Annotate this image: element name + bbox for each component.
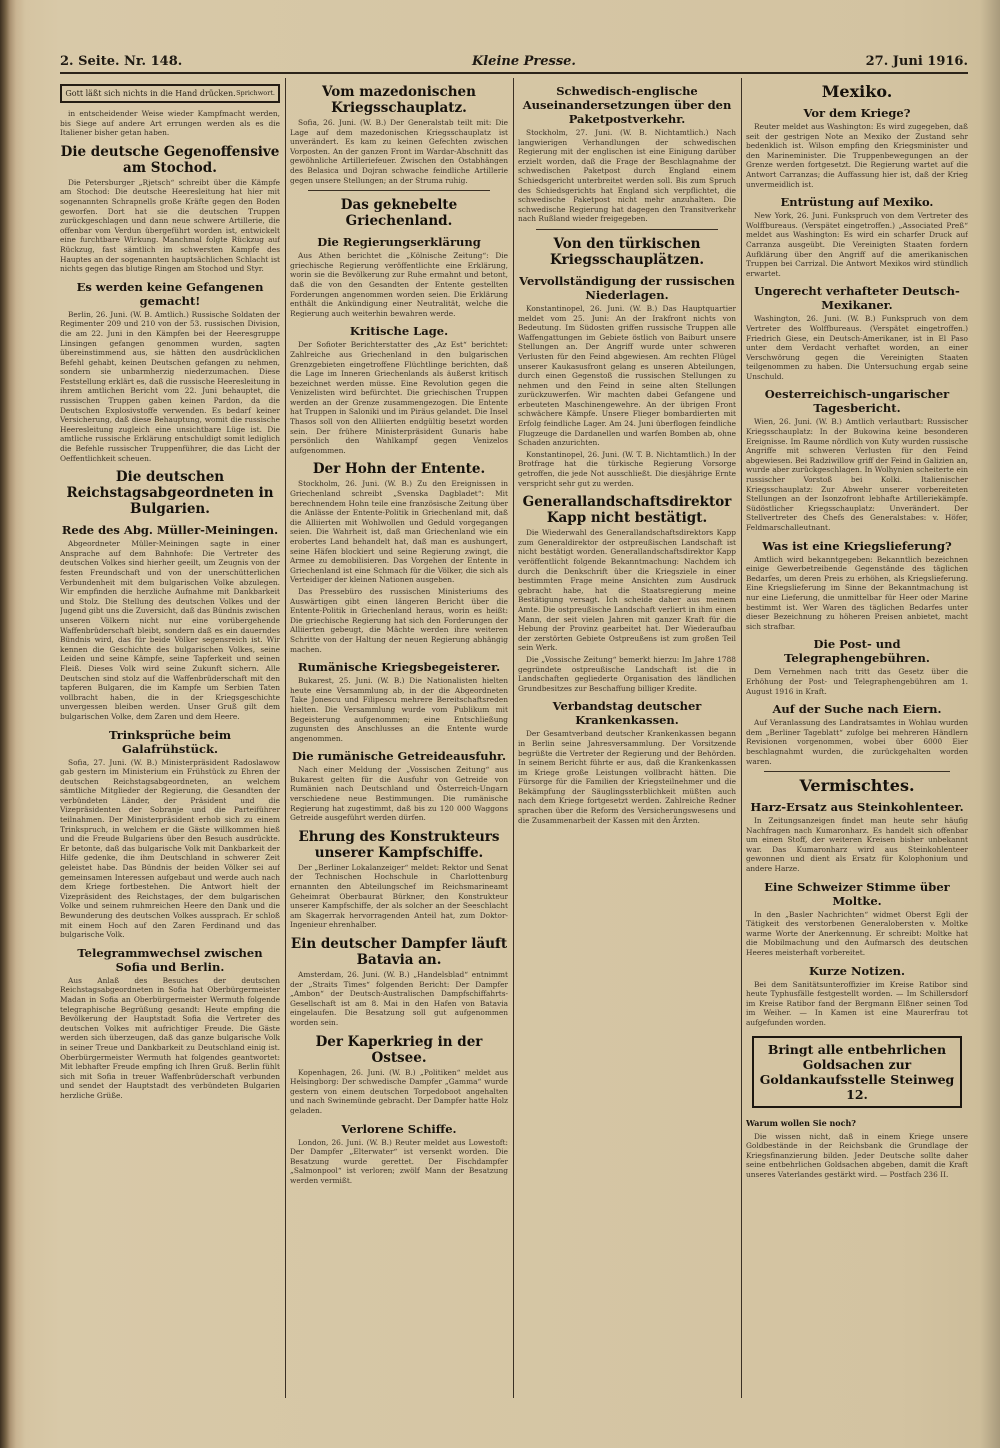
motto-box [60, 84, 280, 103]
article-deutsch-mexikaner: Washington, 26. Juni. (W. B.) Funkspruch von dem Vertreter des Wolffbureaus. (Verspätet eingetroffen.) Friedrich Giese, ein Deutsch-Amerikaner, ist in El Paso unter dem Verdacht verhaftet worden, an einer Verschwörung gegen die Vereinigten Staaten teilgenommen zu haben. Die Untersuchung ergab seine Unschuld. [746, 314, 968, 381]
article-kapp: Die Wiederwahl des Generallandschaftsdirektors Kapp zum Generaldirektor der ostpreußischen Landschaft ist nicht bestätigt worden. Generallandschaftsdirektor Kapp veröffentlicht folgende Bekanntmachung: Nachdem ich durch die Denkschrift über die Kriegsziele in einer bestimmten Frage meine Ansichten zum Ausdruck gebracht habe, hat die Staatsregierung meine Bestätigung versagt. Ich scheide daher aus meinem Amte. Die ostpreußische Landschaft verliert in ihm einen Mann, der seit vielen Jahren mit ganzer Kraft für die Hebung der Provinz gearbeitet hat. Der Wiederaufbau der zerstörten Gebiete Ostpreußens ist zum großen Teil sein Werk. Die „Vossische Zeitung“ bemerkt hierzu: Im Jahre 1788 gegründete ostpreußische Landschaft ist die in Landschaften gegliederte Organisation des ländlichen Grundbesitzes zur Beschaffung billiger Kredite. [518, 528, 736, 693]
subhead-deutsch-mexikaner: Ungerecht verhafteter Deutsch-Mexikaner. [754, 284, 960, 313]
article-getreideausfuhr: Nach einer Meldung der „Vossischen Zeitung“ aus Bukarest gelten für die Ausfuhr von Getreide von Rumänien nach Deutschland und Österreich-Ungarn verschiedene neue Bestimmungen. Die rumänische Regierung hat zugestimmt, daß bis zu 120 000 Waggons Getreide ausgeführt werden dürfen. [290, 765, 508, 823]
headline-postgebuehren: Die Post- und Telegraphengebühren. [784, 637, 930, 666]
article-eier: Auf Veranlassung des Landratsamtes in Wohlau wurden dem „Berliner Tageblatt“ zufolge bei mehreren Händlern Revisionen vorgenommen, wobei über 6000 Eier beschlagnahmt wurden, die zurückgehalten worden waren. [746, 718, 968, 766]
article-entruestung: New York, 26. Juni. Funkspruch von dem Vertreter des Wolffbureaus. (Verspätet eingetroffen.) „Associated Preß“ meldet aus Washington: Es wird ein scharfer Druck auf Carranza ausgeübt. Die Vereinigten Staaten fordern Aufklärung über den Angriff auf die amerikanischen Truppen bei Carrizal. Die Antwort Mexikos wird stündlich erwartet. [746, 211, 968, 278]
headline-ehrung: Ehrung des Konstrukteurs unserer Kampfschiffe. [298, 828, 500, 861]
headline-reichstagsabgeordneten: Die deutschen Reichstagsabgeordneten in Bulgarien. [66, 469, 274, 518]
article-krankenkassen: Der Gesamtverband deutscher Krankenkassen begann in Berlin seine Jahresversammlung. Der Vorsitzende begrüßte die Vertreter der Regierung und der Behörden. In seinem Bericht führte er aus, daß die Krankenkassen im Kriege große Leistungen vollbracht hätten. Die Fürsorge für die Familien der Kriegsteilnehmer und die Bekämpfung der Säuglingssterblichkeit müßten auch nach dem Kriege fortgesetzt werden. Zahlreiche Redner sprachen über die Reform des Versicherungswesens und die Zusammenarbeit der Kassen mit den Ärzten. [518, 729, 736, 825]
headline-mazedonien: Vom mazedonischen Kriegsschauplatz. [322, 84, 476, 116]
headline-krankenkassen: Verbandstag deutscher Krankenkassen. [552, 699, 702, 728]
small-ad-heading: Warum wollen Sie noch? [746, 1117, 856, 1128]
headline-vermischtes: Vermischtes. [799, 776, 915, 796]
article-batavia: Amsterdam, 26. Juni. (W. B.) „Handelsblad“ entnimmt der „Straits Times“ folgenden Bericht: Der Dampfer „Ambon“ der Deutsch-Australischen Dampfschiffahrts-Gesellschaft ist am 8. Mai in den Hafen von Batavia eingelaufen. Die Besatzung soll gut aufgenommen worden sein. [290, 970, 508, 1027]
newspaper-title: Kleine Presse. [471, 53, 576, 69]
newspaper-page [60, 50, 968, 1406]
article-keine-gefangenen: Berlin, 26. Juni. (W. B. Amtlich.) Russische Soldaten der Regimenter 209 und 210 von der 53. russischen Division, die am 22. Juni in den Kämpfen bei der Heeresgruppe Linsingen gefangen genommen wurden, sagten übereinstimmend aus, sie hätten den ausdrücklichen Befehl gehabt, keinen Deutschen gefangen zu nehmen, sondern sie unbarmherzig niederzumachen. Diese Feststellung erklärt es, daß die russische Heeresleitung in ihrem amtlichen Bericht vom 22. Juni behauptet, die russischen Truppen gaben keinen Pardon, da die Deutschen Explosivstoffe verwenden. Es bedarf keiner Versicherung, daß diese Behauptung, womit die russische Heeresleitung zugleich eine unsichtbare Lüge ist. Die amtliche russische Erklärung entschuldigt somit lediglich die Befehle russischer Truppenführer, die das Licht der Oeffentlichkeit scheuen. [60, 309, 280, 463]
subhead-entruestung: Entrüstung auf Mexiko. [780, 195, 934, 210]
article-kriegslieferung: Amtlich wird bekanntgegeben: Bekanntlich bezeichnen einige Gewerbetreibende Gegenstände des täglichen Bedarfes, um deren Preis zu erhöhen, als Kriegslieferung. Eine Kriegslieferung im Sinne der Bekanntmachung ist nur eine Lieferung, die unmittelbar für Heer oder Marine bestimmt ist. Wer Waren des täglichen Bedarfes unter dieser Bezeichnung zu höheren Preisen anbietet, macht sich strafbar. [746, 554, 968, 631]
article-vor-dem-kriege: Reuter meldet aus Washington: Es wird zugegeben, daß seit der gestrigen Note an Mexiko der Zustand sehr bedenklich ist. Wilson empfing den Kriegsminister und den Marineminister. Die Truppenbewegungen an der Grenze werden fortgesetzt. Die Regierung wartet auf die Antwort Carranzas; die Auffassung hier ist, daß der Krieg unvermeidlich ist. [746, 122, 968, 189]
article-ehrung: Der „Berliner Lokalanzeiger“ meldet: Rektor und Senat der Technischen Hochschule in Charlottenburg ernannten den Abteilungschef im Reichsmarineamt Geheimrat Oberbaurat Bürkner, den Konstrukteur unserer Kampfschiffe, der als solcher an der Seeschlacht am Skagerrak hervorragenden Anteil hat, zum Doktor-Ingenieur ehrenhalber. [290, 862, 508, 930]
issue-date: 27. Juni 1916. [865, 53, 968, 69]
subhead-verlorene-schiffe: Verlorene Schiffe. [341, 1121, 457, 1136]
divider [536, 229, 718, 230]
article-kaperkrieg: Kopenhagen, 26. Juni. (W. B.) „Politiken“ meldet aus Helsingborg: Der schwedische Dampfer „Gamma“ wurde gestern von einem deutschen Torpedoboot angehalten und nach Swinemünde gebracht. Der Dampfer hatte Holz geladen. [290, 1067, 508, 1115]
motto-source: Sprichwort. [236, 89, 275, 97]
article-paketpost: Stockholm, 27. Juni. (W. B. Nichtamtlich.) Nach langwierigen Verhandlungen der schwedischen Regierung mit der englischen ist eine Einigung darüber erzielt worden, daß die Frage der Beschlagnahme der schwedischen Paketpost durch England einem Schiedsgericht unterbreitet werden soll. Bis zum Spruch des Schiedsgerichts hat England sich verpflichtet, die schwedische Paketpost nicht mehr anzuhalten. Die schwedische Regierung hat dagegen den Transitverkehr nach Rußland wieder freigegeben. [518, 128, 736, 224]
article-moltke: In den „Basler Nachrichten“ widmet Oberst Egli der Tätigkeit des verstorbenen Generalobersten v. Moltke warme Worte der Anerkennung. Er schreibt: Moltke hat die Mobilmachung und den Aufmarsch des deutschen Heeres meisterhaft vorbereitet. [746, 909, 968, 958]
subhead-niederlagen: Vervollständigung der russischen Niederlagen. [519, 273, 735, 302]
page-header [60, 50, 968, 74]
article-rede: Abgeordneter Müller-Meiningen sagte in einer Ansprache auf dem Bahnhofe: Die Vertreter des deutschen Volkes sind hierher geeilt, um Zeugnis von der festen Freundschaft und von der unerschütterlichen Verbundenheit mit dem bulgarischen Volke abzulegen. Wir empfinden die herzliche Aufnahme mit Dankbarkeit und Stolz. Die Stellung des deutschen Volkes und der Jugend gibt uns die Zuversicht, daß das Bündnis zwischen unseren Völkern nicht nur eine vorübergehende Waffenbrüderschaft bleibt, sondern daß es ein dauerndes Bündnis wird, das für beide Völker segensreich ist. Wir kennen die Geschichte des bulgarischen Volkes, seine Leiden und seine Kämpfe, seine Tapferkeit und seinen Fleiß. Dieses Volk wird seine Zukunft sichern. Alle Deutschen sind stolz auf die Waffenbrüderschaft mit den tapferen Bulgaren, die im Kampfe um Serbien Taten vollbracht haben, die in der Kriegsgeschichte unvergessen bleiben werden. Unser Gruß gilt dem bulgarischen Volke, dem Zaren und dem Heere. [60, 539, 280, 721]
column-rule-3 [741, 78, 742, 1398]
article-hohn-entente: Stockholm, 26. Juni. (W. B.) Zu den Ereignissen in Griechenland schreibt „Svenska Dagbladet“: Mit berechnendem Hohn teile eine französische Zeitung über die Anlässe der Entente-Politik in Griechenland mit, daß die Alliierten mit Wohlwollen und Geduld vorgegangen seien. Die Wahrheit ist, daß man Griechenland wie ein erobertes Land behandelt hat, daß man es aushungert, seine Häfen blockiert und seine Regierung zwingt, die Armee zu demobilisieren. Das Vorgehen der Entente in Griechenland ist eine Schmach für die Völker, die sich als Verteidiger der kleinen Nationen ausgeben. Das Pressebüro des russischen Ministeriums des Auswärtigen gibt einen längeren Bericht über die Entente-Politik in Griechenland heraus, worin es heißt: Die griechische Regierung hat sich den Forderungen der Alliierten gebeugt, die Mächte werden ihre weiteren Schritte von der Haltung der neuen Regierung abhängig machen. [290, 479, 508, 654]
headline-kapp: Generallandschaftsdirektor Kapp nicht bestätigt. [522, 494, 732, 527]
subhead-vor-dem-kriege: Vor dem Kriege? [803, 106, 911, 120]
divider [764, 771, 950, 772]
article-telegrammwechsel: Aus Anlaß des Besuches der deutschen Reichstagsabgeordneten in Sofia hat Oberbürgermeister Madan in Sofia an Oberbürgermeister Wermuth folgende telegraphische Begrüßung gesandt: Heute empfing die Bevölkerung der Hauptstadt Sofia die Vertreter des deutschen Volkes mit aufrichtiger Freude. Die Gäste werden sich überzeugen, daß das ganze bulgarische Volk in seiner Treue und Dankbarkeit zu Deutschland einig ist. Oberbürgermeister Wermuth hat folgendes geantwortet: Mit lebhafter Freude empfing ich Ihren Gruß. Berlin fühlt sich mit Sofia in treuer Waffenbrüderschaft verbunden und sendet der Hauptstadt des verbündeten Bulgarien herzliche Grüße. [60, 975, 280, 1100]
column-4 [746, 78, 968, 1398]
page-number: 2. Seite. Nr. 148. [60, 53, 183, 69]
column-rule-2 [513, 78, 514, 1398]
gold-advertisement: Bringt alle entbehrlichen Goldsachen zur Goldankaufsstelle Steinweg 12. [752, 1036, 962, 1108]
motto-text: Gott läßt sich nichts in die Hand drücken. [65, 89, 236, 98]
headline-tagesbericht: Oesterreichisch-ungarischer Tagesbericht. [764, 387, 950, 416]
article-harz-ersatz: In Zeitungsanzeigen findet man heute sehr häufig Nachfragen nach Kumaronharz. Es handelt sich offenbar um einen Stoff, der weiteren Kreisen bisher unbekannt war. Das Kumaronharz wird aus Steinkohlenteer gewonnen und dient als Ersatz für Kolophonium und andere Harze. [746, 816, 968, 874]
headline-mexiko: Mexiko. [821, 82, 893, 101]
headline-griechenland: Das geknebelte Griechenland. [340, 197, 458, 230]
small-ad-text: Die wissen nicht, daß in einem Kriege unsere Goldbestände in der Reichsbank die Grundlage der Kriegsfinanzierung bilden. Jeder Deutsche sollte daher seine entbehrlichen Goldsachen abgeben, damit die Kraft unseres Vaterlandes gestärkt wird. — Postfach 236 II. [746, 1131, 968, 1179]
headline-kaperkrieg: Der Kaperkrieg in der Ostsee. [315, 1033, 483, 1066]
headline-tuerkische: Von den türkischen Kriegsschauplätzen. [549, 235, 705, 268]
headline-gegenoffensive: Die deutsche Gegenoffensive am Stochod. [60, 143, 280, 176]
article-regierungserklaerung: Aus Athen berichtet die „Kölnische Zeitung“: Die griechische Regierung veröffentlichte eine Erklärung, worin sie die Bevölkerung zur Ruhe ermahnt und betont, daß die von den Gesandten der Entente gestellten Forderungen angenommen worden seien. Die Erklärung enthält die Ankündigung einer Neutralität, welche die Regierung auch weiterhin bewahren werde. [290, 251, 508, 318]
article-trinksprueche: Sofia, 27. Juni. (W. B.) Ministerpräsident Radoslawow gab gestern im Ministerium ein Frühstück zu Ehren der deutschen Reichstagsabgeordneten, an welchem sämtliche Mitglieder der Regierung, die Gesandten der verbündeten Länder, der Präsident und die Vizepräsidenten der Sobranje und die Parteiführer teilnahmen. Der Ministerpräsident erhob sich zu einem Trinkspruch, in welchem er die Gäste willkommen hieß und die Freude Bulgariens über den Besuch ausdrückte. Er betonte, daß das bulgarische Volk mit Dankbarkeit der Hilfe gedenke, die ihm Deutschland in schwerer Zeit geleistet habe. Das Bündnis der beiden Völker sei auf gemeinsamen Interessen aufgebaut und werde auch nach dem Kriege fortbestehen. Die Antwort hielt der Vizepräsident des Reichstages, der dem bulgarischen Volke und seinem ruhmreichen Heere den Dank und die Bewunderung des deutschen Volkes aussprach. Er schloß mit einem Hoch auf den Zaren Ferdinand und das bulgarische Volk. [60, 757, 280, 940]
article-mazedonien: Sofia, 26. Juni. (W. B.) Der Generalstab teilt mit: Die Lage auf dem mazedonischen Kriegsschauplatz ist unverändert. Es kam zu keinen Gefechten zwischen Vorposten. An der ganzen Front im Wardar-Abschnitt das gewöhnliche Artilleriefeuer. Zwischen den Ostabhängen des Belasica und Dojran schwache feindliche Artillerie gegen unsere Stellungen; an der Struma ruhig. [290, 118, 508, 185]
article-tuerkische: Konstantinopel, 26. Juni. (W. B.) Das Hauptquartier meldet vom 25. Juni: An der Irakfront nichts von Bedeutung. Im Südosten griffen russische Truppen alle Waffengattungen im Gebiete östlich von Baiburt unsere Stellungen an. Der Angriff wurde unter schweren Verlusten für den Feind abgewiesen. Am rechten Flügel unserer Kaukasusfront gelang es unseren Abteilungen, durch einen Gegenstoß die russischen Stellungen zu nehmen und den Feind in seine alten Stellungen zurückzuwerfen. Wir machten dabei Gefangene und erbeuteten Maschinengewehre. An der übrigen Front schwächere Kämpfe. Unsere Flieger bombardierten mit Erfolg feindliche Lager. Am 24. Juni überflogen feindliche Flugzeuge die Dardanellen und warfen Bomben ab, ohne Schaden anzurichten. Konstantinopel, 26. Juni. (W. T. B. Nichtamtlich.) In der Brotfrage hat die türkische Regierung Vorsorge getroffen, die jede Not ausschließt. Die diesjährige Ernte verspricht sehr gut zu werden. [518, 303, 736, 488]
subhead-regierungserklaerung: Die Regierungserklärung [317, 235, 481, 250]
headline-trinksprueche: Trinksprüche beim Galafrühstück. [109, 727, 231, 756]
column-3 [518, 78, 736, 1398]
headline-eier: Auf der Suche nach Eiern. [772, 702, 942, 717]
article-postgebuehren: Dem Vernehmen nach tritt das Gesetz über die Erhöhung der Post- und Telegraphengebühren am 1. August 1916 in Kraft. [746, 667, 968, 696]
article-kurze-notizen: Bei dem Sanitätsunteroffizier im Kreise Ratibor sind heute Typhusfälle festgestellt worden. — Im Schillersdorf im Kreise Ratibor fand der Bergmann Elßner seinen Tod im Weiher. — In Kamen ist eine Maurerfrau tot aufgefunden worden. [746, 979, 968, 1027]
headline-batavia: Ein deutscher Dampfer läuft Batavia an. [290, 936, 508, 968]
subhead-harz-ersatz: Harz-Ersatz aus Steinkohlenteer. [750, 800, 964, 815]
subhead-kurze-notizen: Kurze Notizen. [808, 963, 906, 978]
article-verlorene-schiffe: London, 26. Juni. (W. B.) Reuter meldet aus Lowestoft: Der Dampfer „Elterwater“ ist versenkt worden. Die Besatzung wurde gerettet. Der Fischdampfer „Salmonpool“ ist verloren; zwölf Mann der Besatzung werden vermißt. [290, 1137, 508, 1185]
headline-keine-gefangenen: Es werden keine Gefangenen gemacht! [76, 279, 264, 308]
subhead-moltke: Eine Schweizer Stimme über Moltke. [764, 879, 950, 908]
divider [308, 190, 490, 191]
headline-hohn-entente: Der Hohn der Entente. [312, 461, 486, 478]
subhead-rede-mueller: Rede des Abg. Müller-Meiningen. [61, 523, 279, 538]
subhead-kritische-lage: Kritische Lage. [349, 324, 449, 339]
column-1 [60, 78, 280, 1398]
article-tagesbericht: Wien, 26. Juni. (W. B.) Amtlich verlautbart: Russischer Kriegsschauplatz: In der Bukowina keine besonderen Ereignisse. Im Raume nördlich von Kuty wurden russische Angriffe mit schweren Verlusten für den Feind abgewiesen. Bei Radziwillow griff der Feind in Galizien an, wurde aber zurückgeschlagen. In Wolhynien scheiterte ein russischer Vorstoß bei Kolki. Italienischer Kriegsschauplatz: Zur Abwehr unserer vorbereiteten Stellungen an der Isonzofront lebhafte Artilleriekämpfe. Südöstlicher Kriegsschauplatz: Unverändert. Der Stellvertreter des Chefs des Generalstabes: v. Höfer, Feldmarschalleutnant. [746, 417, 968, 532]
article-kritische-lage: Der Sofioter Berichterstatter des „Az Est“ berichtet: Zahlreiche aus Griechenland in den bulgarischen Grenzgebieten eingetroffene Flüchtlinge berichten, daß die Lage im Inneren Griechenlands als äußerst kritisch bezeichnet werden müsse. Eine Revolution gegen die Venizelisten wird befürchtet. Die griechischen Truppen werden an der Grenze zusammengezogen. Die Entente hat Truppen in Saloniki und im Piräus gelandet. Die Insel Thasos soll von den Alliierten endgültig besetzt worden sein. Der frühere Ministerpräsident Gunaris habe persönlich den Wahlkampf gegen Venizelos aufgenommen. [290, 340, 508, 455]
article-intro: in entscheidender Weise wieder Kampfmacht werden, bis Siege auf andere Art errungen werden als es die Italiener bisher getan haben. [60, 109, 280, 138]
subhead-getreideausfuhr: Die rumänische Getreideausfuhr. [291, 749, 507, 764]
headline-telegrammwechsel: Telegrammwechsel zwischen Sofia und Berlin. [77, 945, 263, 974]
column-2 [290, 78, 508, 1398]
headline-paketpost: Schwedisch-englische Auseinandersetzungen über den Paketpostverkehr. [522, 84, 732, 126]
column-rule-1 [285, 78, 286, 1398]
article-gegenoffensive: Die Petersburger „Rjetsch“ schreibt über die Kämpfe am Stochod: Die deutsche Heeresleitung hat hier mit sogenannten Schrapnells große Kräfte gegen den Boden geworfen. Dort hat sie die deutschen Truppen zurückgeschlagen und dann neue schwere Artillerie, die offenbar vom Verdun übergeführt worden ist, entwickelt eine furchtbare Wirkung. Manchmal folgte Rückzug auf Rückzug, fast sämtlich im schwersten Kampfe des Hauptes an der sogenannten hauptsächlichen Schlacht ist nichts gegen das blutige Ringen am Stochod und Styr. [60, 177, 280, 274]
headline-kriegslieferung: Was ist eine Kriegslieferung? [762, 538, 952, 553]
article-rumaenische: Bukarest, 25. Juni. (W. B.) Die Nationalisten hielten heute eine Versammlung ab, in der die Abgeordneten Take Jonescu und Filipescu mehrere Bereitschaftsreden hielten. Die Versammlung wurde vom Publikum mit Begeisterung aufgenommen; eine Entschließung zugunsten des Anschlusses an die Entente wurde angenommen. [290, 676, 508, 743]
subhead-rumaenische: Rumänische Kriegsbegeisterer. [297, 660, 501, 675]
